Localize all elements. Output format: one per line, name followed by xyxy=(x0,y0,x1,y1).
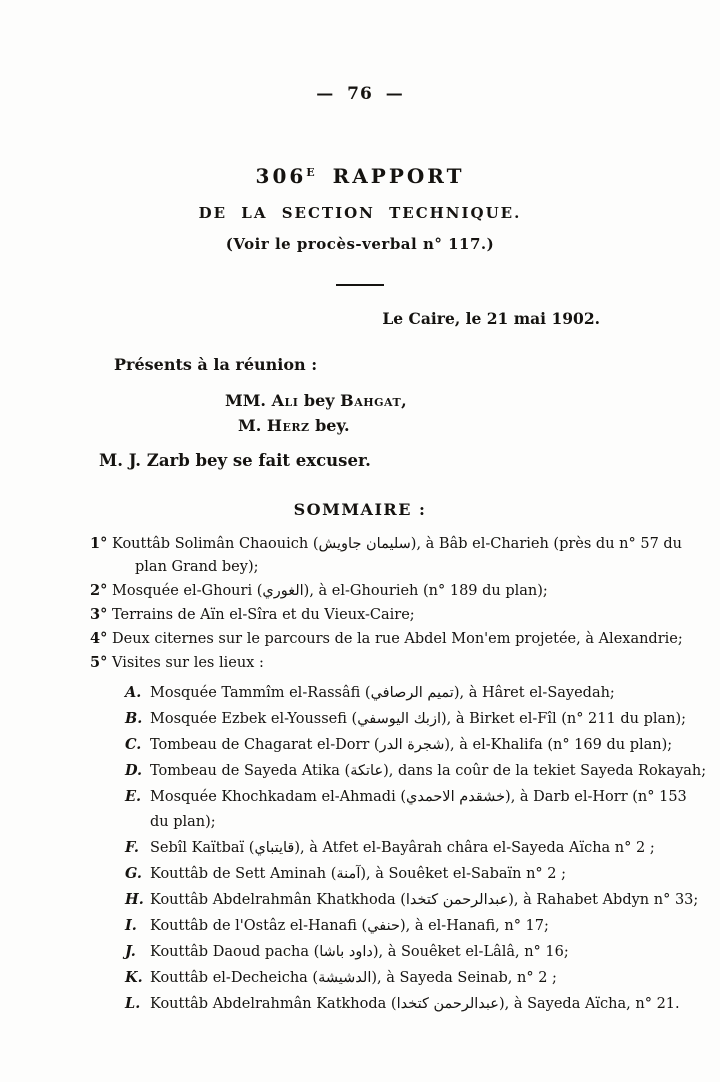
item-text: Deux citernes sur le parcours de la rue Abdel Mon'em projetée, à Alexandrie; xyxy=(112,631,683,647)
attendee-prefix: MM. xyxy=(225,391,272,410)
report-title xyxy=(0,164,720,188)
sommaire-item xyxy=(0,579,720,603)
sommaire-item xyxy=(0,627,720,651)
visite-item xyxy=(0,706,720,732)
visite-item-continuation xyxy=(0,810,720,835)
visite-text: Kouttâb de l'Ostâz el-Hanafi (حنفي), à el-Hanafi, n° 17; xyxy=(150,918,549,934)
visite-item xyxy=(0,835,720,861)
visite-item xyxy=(0,913,720,939)
attendee-suffix: , xyxy=(401,391,407,410)
sommaire-item xyxy=(0,603,720,627)
sommaire-item xyxy=(0,532,720,556)
visite-text: Tombeau de Chagarat el-Dorr (شجرة الدر), à el-Khalifa (n° 169 du plan); xyxy=(150,737,673,753)
visite-text: Mosquée Tammîm el-Rassâfi (تميم الرصافي), à Hâret el-Sayedah; xyxy=(150,685,615,701)
visite-letter: K. xyxy=(125,969,143,986)
report-reference: (Voir le procès-verbal n° 117.) xyxy=(225,235,495,253)
item-text: Visites sur les lieux : xyxy=(112,655,264,671)
item-number: 3° xyxy=(90,606,108,623)
visite-text: Kouttâb Abdelrahmân Katkhoda (عبدالرحمن كتخدا), à Sayeda Aïcha, n° 21. xyxy=(150,996,680,1012)
visite-letter: L. xyxy=(125,995,141,1012)
visite-text: Sebîl Kaïtbaï (قايتباي), à Atfet el-Bayârah châra el-Sayeda Aïcha n° 2 ; xyxy=(150,840,655,856)
sommaire-list xyxy=(0,532,720,675)
sommaire-item-continuation xyxy=(0,556,720,579)
presents-label: Présents à la réunion : xyxy=(114,355,318,374)
visites-list xyxy=(0,680,720,1017)
visite-text: du plan); xyxy=(150,814,216,830)
visite-letter: H. xyxy=(125,891,144,908)
report-title-ordinal: E xyxy=(306,166,315,179)
item-number: 5° xyxy=(90,654,108,671)
visite-text: Kouttâb Daoud pacha (داود باشا), à Souêket el-Lâlâ, n° 16; xyxy=(150,944,569,960)
visite-item xyxy=(0,784,720,810)
item-number: 2° xyxy=(90,582,108,599)
report-title-word: RAPPORT xyxy=(332,164,465,188)
item-text: Terrains de Aïn el-Sîra et du Vieux-Caire; xyxy=(112,607,415,623)
visite-letter: F. xyxy=(125,839,139,856)
report-subtitle: DE LA SECTION TECHNIQUE. xyxy=(198,204,522,222)
attendee-line xyxy=(0,388,720,413)
visite-text: Kouttâb Abdelrahmân Khatkhoda (عبدالرحمن كتخدا), à Rahabet Abdyn n° 33; xyxy=(150,892,699,908)
excused-line: M. J. Zarb bey se fait excuser. xyxy=(99,451,371,470)
visite-item xyxy=(0,680,720,706)
visite-item xyxy=(0,991,720,1017)
attendee-line xyxy=(0,413,720,438)
item-number: 1° xyxy=(90,535,108,552)
visite-item xyxy=(0,939,720,965)
visite-letter: B. xyxy=(125,710,143,727)
item-text: plan Grand bey); xyxy=(135,559,259,575)
visite-item xyxy=(0,732,720,758)
visite-letter: D. xyxy=(125,762,143,779)
dateline: Le Caire, le 21 mai 1902. xyxy=(382,309,600,328)
item-number: 4° xyxy=(90,630,108,647)
page-number: — 76 — xyxy=(316,84,404,104)
visite-item xyxy=(0,887,720,913)
visite-letter: G. xyxy=(125,865,142,882)
sommaire-item xyxy=(0,651,720,675)
visite-letter: A. xyxy=(125,684,142,701)
item-text: Mosquée el-Ghouri (الغوري), à el-Ghourieh (n° 189 du plan); xyxy=(112,583,548,599)
attendee-middle: bey xyxy=(298,391,341,410)
attendee-surname: Herz xyxy=(266,416,310,435)
visite-text: Kouttâb de Sett Aminah (آمنة), à Souêket el-Sabaïn n° 2 ; xyxy=(150,866,567,882)
separator-rule xyxy=(336,284,384,286)
attendee-surname: Bahgat xyxy=(340,391,402,410)
visite-item xyxy=(0,758,720,784)
visite-letter: C. xyxy=(125,736,142,753)
visite-letter: J. xyxy=(125,943,136,960)
visite-item xyxy=(0,861,720,887)
attendee-firstname: Ali xyxy=(271,391,299,410)
visite-text: Kouttâb el-Decheicha (الدشيشة), à Sayeda Seinab, n° 2 ; xyxy=(150,970,557,986)
visite-text: Mosquée Ezbek el-Youssefi (ازبك اليوسفي), à Birket el-Fîl (n° 211 du plan); xyxy=(150,711,687,727)
visite-item xyxy=(0,965,720,991)
visite-letter: E. xyxy=(125,788,142,805)
sommaire-heading: SOMMAIRE : xyxy=(293,500,427,519)
item-text: Kouttâb Solimân Chaouich (سليمان جاويش), à Bâb el-Charieh (près du n° 57 du xyxy=(112,536,683,552)
attendee-suffix: bey. xyxy=(309,416,350,435)
visite-text: Mosquée Khochkadam el-Ahmadi (خشقدم الاحمدي), à Darb el-Horr (n° 153 xyxy=(150,789,687,805)
report-title-number: 306 xyxy=(255,164,307,188)
visite-letter: I. xyxy=(125,917,137,934)
attendee-prefix: M. xyxy=(238,416,267,435)
visite-text: Tombeau de Sayeda Atika (عاتكة), dans la coûr de la tekiet Sayeda Rokayah; xyxy=(150,763,707,779)
